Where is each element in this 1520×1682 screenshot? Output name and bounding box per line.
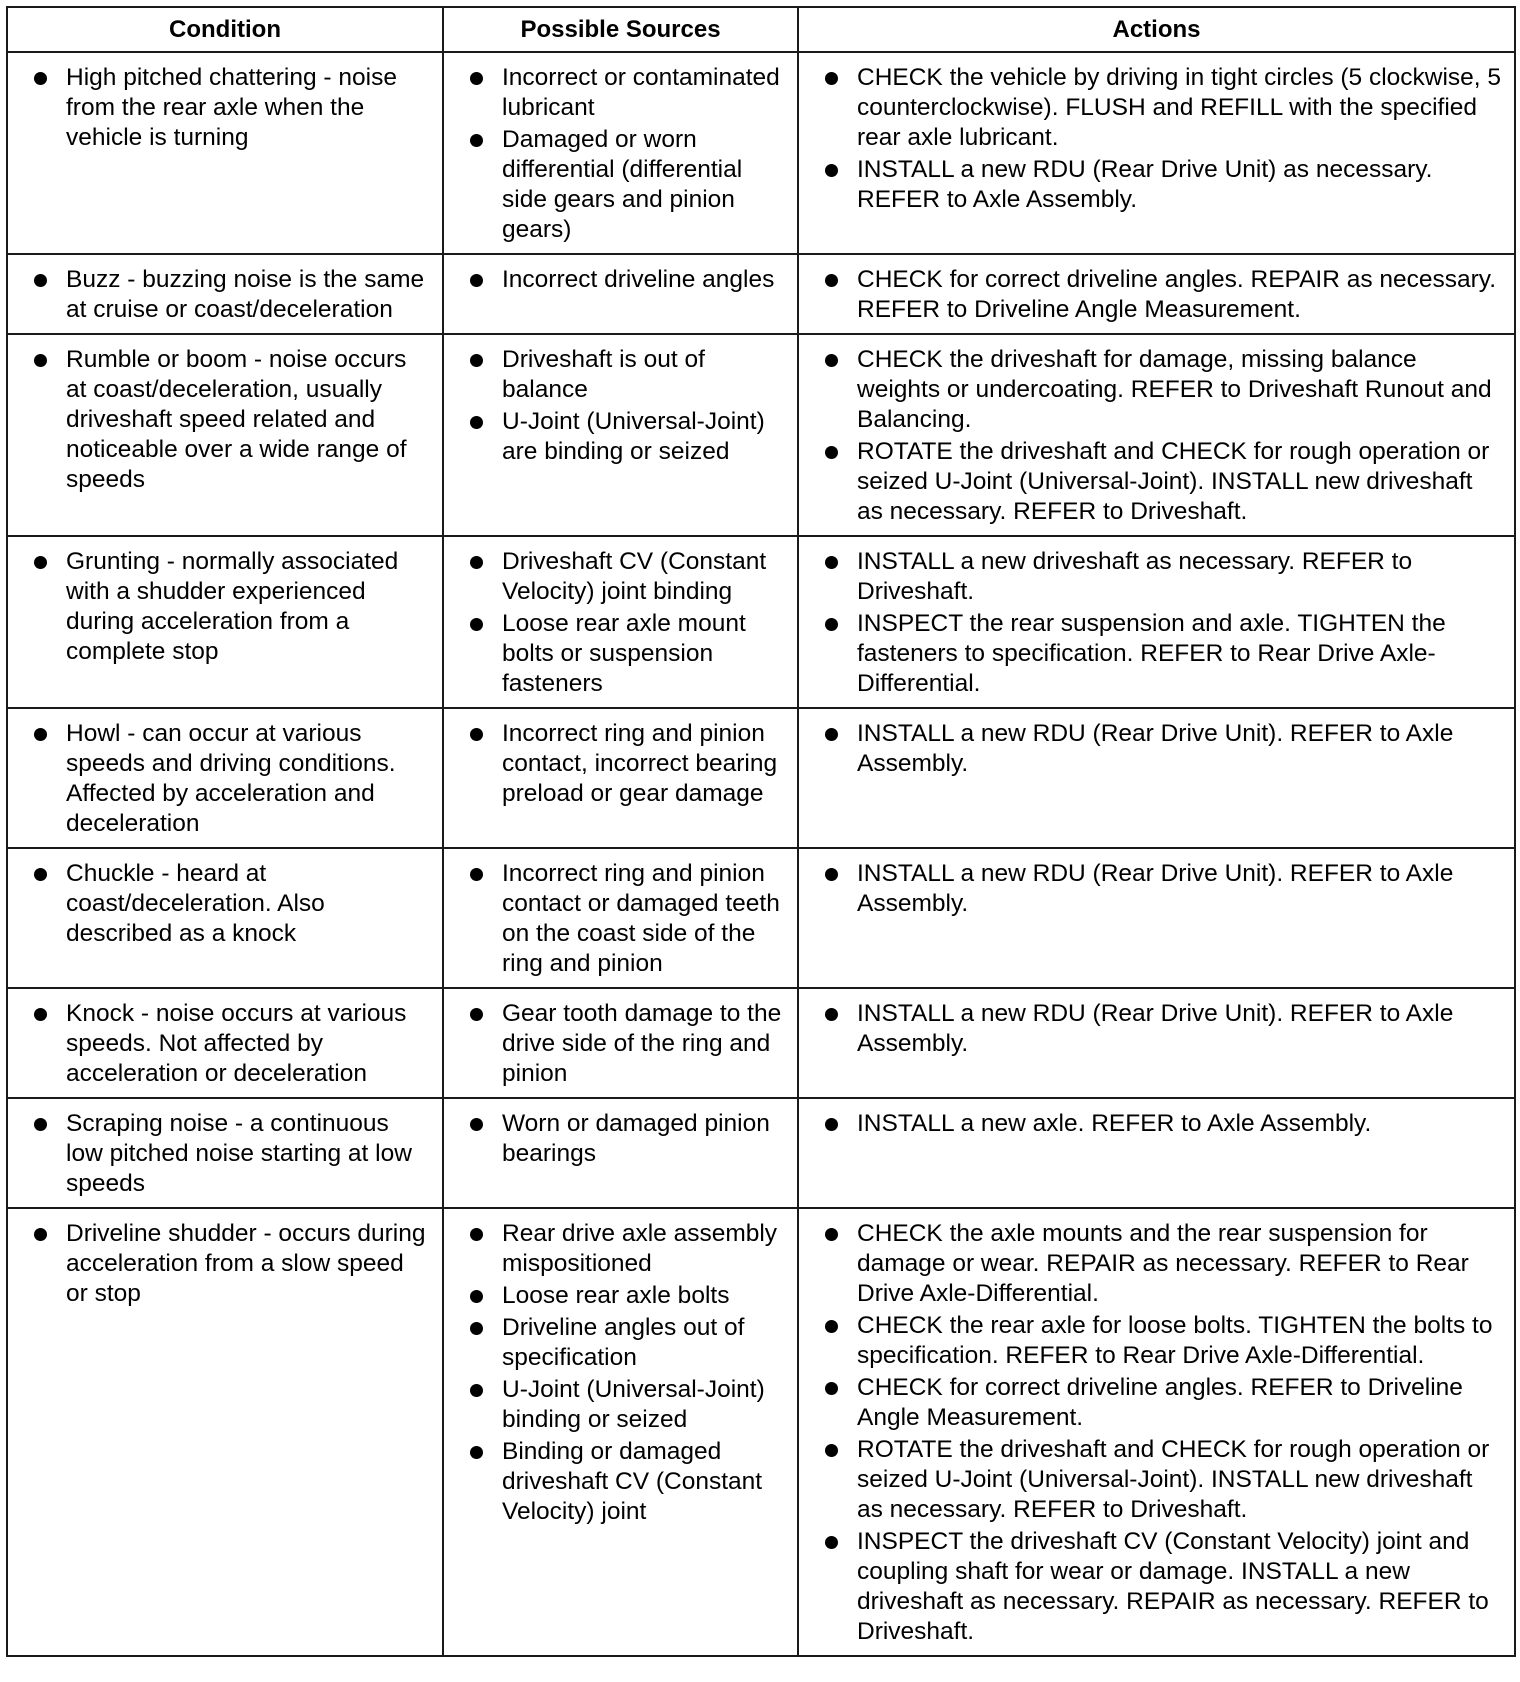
item-text: Driveline angles out of specification [502,1314,745,1371]
bullet-icon [470,274,483,287]
table-row [7,536,1515,708]
table-row [7,334,1515,536]
actions-list [799,1219,1504,1647]
list-item [444,1281,787,1311]
item-text: INSPECT the driveshaft CV (Constant Velocity) joint and coupling shaft for wear or damage. INSTALL a new driveshaft as necessary. REPAIR as necessary. REFER to Driveshaft. [857,1528,1489,1645]
item-text: Loose rear axle bolts [502,1282,730,1309]
condition-list [8,1219,432,1309]
list-item [444,719,787,809]
sources-list [444,63,787,245]
bullet-icon [825,1536,838,1549]
bullet-icon [34,72,47,85]
possible-sources-cell [443,334,798,536]
condition-cell [7,1098,443,1208]
list-item [799,859,1504,919]
bullet-icon [470,1290,483,1303]
condition-cell [7,848,443,988]
bullet-icon [825,728,838,741]
list-item [799,1527,1504,1647]
bullet-icon [825,1228,838,1241]
item-text: INSTALL a new RDU (Rear Drive Unit). REFER to Axle Assembly. [857,720,1454,777]
list-item [444,1375,787,1435]
possible-sources-cell [443,254,798,334]
item-text: Incorrect or contaminated lubricant [502,64,780,121]
item-text: High pitched chattering - noise from the rear axle when the vehicle is turning [66,64,397,151]
item-text: CHECK the vehicle by driving in tight circles (5 clockwise, 5 counterclockwise). FLUSH and REFILL with the specified rear axle lubricant. [857,64,1502,151]
item-text: Driveline shudder - occurs during acceleration from a slow speed or stop [66,1220,426,1307]
item-text: Incorrect driveline angles [502,266,775,293]
list-item [799,1311,1504,1371]
list-item [8,1219,432,1309]
condition-cell [7,988,443,1098]
bullet-icon [34,274,47,287]
table-row [7,848,1515,988]
list-item [8,265,432,325]
list-item [799,345,1504,435]
list-item [799,63,1504,153]
actions-list [799,859,1504,919]
sources-list [444,719,787,809]
sources-list [444,1219,787,1527]
actions-list [799,999,1504,1059]
list-item [444,1313,787,1373]
list-item [8,999,432,1089]
list-item [799,1373,1504,1433]
bullet-icon [34,1228,47,1241]
bullet-icon [470,134,483,147]
item-text: INSTALL a new RDU (Rear Drive Unit). REFER to Axle Assembly. [857,1000,1454,1057]
item-text: Howl - can occur at various speeds and driving conditions. Affected by acceleration and deceleration [66,720,396,837]
item-text: Chuckle - heard at coast/deceleration. Also described as a knock [66,860,325,947]
table-row [7,988,1515,1098]
list-item [444,265,787,295]
list-item [444,345,787,405]
condition-list [8,265,432,325]
item-text: ROTATE the driveshaft and CHECK for rough operation or seized U-Joint (Universal-Joint). INSTALL new driveshaft as necessary. REFER to Driveshaft. [857,438,1490,525]
list-item [799,437,1504,527]
bullet-icon [34,556,47,569]
table-row [7,52,1515,254]
item-text: INSTALL a new axle. REFER to Axle Assembly. [857,1110,1372,1137]
list-item [8,1109,432,1199]
item-text: Incorrect ring and pinion contact or damaged teeth on the coast side of the ring and pinion [502,860,780,977]
list-item [799,1435,1504,1525]
actions-list [799,265,1504,325]
possible-sources-cell [443,1098,798,1208]
bullet-icon [470,868,483,881]
list-item [799,265,1504,325]
actions-list [799,63,1504,215]
list-item [444,407,787,467]
condition-cell [7,334,443,536]
list-item [444,125,787,245]
list-item [444,999,787,1089]
bullet-icon [34,868,47,881]
item-text: Incorrect ring and pinion contact, incorrect bearing preload or gear damage [502,720,778,807]
actions-cell [798,708,1515,848]
condition-cell [7,1208,443,1656]
bullet-icon [470,1384,483,1397]
list-item [444,547,787,607]
condition-list [8,719,432,839]
condition-cell [7,708,443,848]
actions-cell [798,334,1515,536]
sources-list [444,345,787,467]
sources-list [444,859,787,979]
bullet-icon [470,728,483,741]
actions-cell [798,52,1515,254]
bullet-icon [825,1444,838,1457]
item-text: Grunting - normally associated with a shudder experienced during acceleration from a complete stop [66,548,399,665]
actions-cell [798,988,1515,1098]
bullet-icon [470,416,483,429]
possible-sources-cell [443,708,798,848]
condition-list [8,999,432,1089]
actions-cell [798,1098,1515,1208]
actions-cell [798,848,1515,988]
condition-list [8,63,432,153]
list-item [444,1437,787,1527]
bullet-icon [825,72,838,85]
bullet-icon [470,354,483,367]
bullet-icon [470,1446,483,1459]
list-item [799,1109,1504,1139]
item-text: Worn or damaged pinion bearings [502,1110,770,1167]
bullet-icon [34,354,47,367]
item-text: Buzz - buzzing noise is the same at cruise or coast/deceleration [66,266,425,323]
list-item [444,63,787,123]
bullet-icon [470,1322,483,1335]
sources-list [444,1109,787,1169]
bullet-icon [825,164,838,177]
item-text: CHECK the driveshaft for damage, missing balance weights or undercoating. REFER to Driveshaft Runout and Balancing. [857,346,1492,433]
condition-list [8,859,432,949]
bullet-icon [34,1118,47,1131]
bullet-icon [825,1008,838,1021]
table-row [7,254,1515,334]
item-text: CHECK the rear axle for loose bolts. TIGHTEN the bolts to specification. REFER to Rear Drive Axle-Differential. [857,1312,1493,1369]
item-text: CHECK for correct driveline angles. REFER to Driveline Angle Measurement. [857,1374,1463,1431]
list-item [8,547,432,667]
bullet-icon [470,556,483,569]
list-item [8,719,432,839]
table-row [7,1208,1515,1656]
item-text: Scraping noise - a continuous low pitched noise starting at low speeds [66,1110,412,1197]
header-row [7,7,1515,52]
item-text: Damaged or worn differential (differential side gears and pinion gears) [502,126,743,243]
condition-cell [7,536,443,708]
bullet-icon [34,1008,47,1021]
list-item [799,609,1504,699]
actions-list [799,719,1504,779]
item-text: Gear tooth damage to the drive side of the ring and pinion [502,1000,782,1087]
bullet-icon [825,354,838,367]
actions-list [799,547,1504,699]
bullet-icon [470,1118,483,1131]
sources-list [444,547,787,699]
item-text: Rear drive axle assembly mispositioned [502,1220,778,1277]
item-text: CHECK the axle mounts and the rear suspension for damage or wear. REPAIR as necessary. REFER to Rear Drive Axle-Differential. [857,1220,1469,1307]
bullet-icon [470,1228,483,1241]
list-item [444,609,787,699]
condition-cell [7,254,443,334]
bullet-icon [825,868,838,881]
list-item [444,1219,787,1279]
actions-list [799,345,1504,527]
possible-sources-cell [443,988,798,1098]
sources-list [444,999,787,1089]
item-text: Loose rear axle mount bolts or suspension fasteners [502,610,746,697]
bullet-icon [470,1008,483,1021]
condition-list [8,547,432,667]
bullet-icon [470,618,483,631]
bullet-icon [825,556,838,569]
bullet-icon [470,72,483,85]
item-text: U-Joint (Universal-Joint) are binding or seized [502,408,765,465]
actions-cell [798,254,1515,334]
list-item [799,999,1504,1059]
list-item [444,859,787,979]
item-text: Binding or damaged driveshaft CV (Constant Velocity) joint [502,1438,763,1525]
actions-cell [798,1208,1515,1656]
header-actions: Actions [798,7,1515,52]
item-text: Driveshaft CV (Constant Velocity) joint binding [502,548,767,605]
sources-list [444,265,787,295]
header-condition: Condition [7,7,443,52]
bullet-icon [825,446,838,459]
bullet-icon [825,1320,838,1333]
actions-list [799,1109,1504,1139]
list-item [444,1109,787,1169]
possible-sources-cell [443,52,798,254]
possible-sources-cell [443,848,798,988]
condition-cell [7,52,443,254]
item-text: INSTALL a new RDU (Rear Drive Unit). REFER to Axle Assembly. [857,860,1454,917]
bullet-icon [825,1118,838,1131]
table-row [7,708,1515,848]
condition-list [8,345,432,495]
list-item [799,719,1504,779]
diagnosis-table [6,6,1516,1657]
list-item [799,155,1504,215]
item-text: Rumble or boom - noise occurs at coast/deceleration, usually driveshaft speed related and noticeable over a wide range of speeds [66,346,407,493]
bullet-icon [825,274,838,287]
condition-list [8,1109,432,1199]
item-text: ROTATE the driveshaft and CHECK for rough operation or seized U-Joint (Universal-Joint). INSTALL new driveshaft as necessary. REFER to Driveshaft. [857,1436,1490,1523]
item-text: U-Joint (Universal-Joint) binding or seized [502,1376,765,1433]
possible-sources-cell [443,536,798,708]
list-item [799,1219,1504,1309]
item-text: INSPECT the rear suspension and axle. TIGHTEN the fasteners to specification. REFER to Rear Drive Axle-Differential. [857,610,1446,697]
item-text: INSTALL a new driveshaft as necessary. REFER to Driveshaft. [857,548,1413,605]
list-item [8,859,432,949]
item-text: Knock - noise occurs at various speeds. Not affected by acceleration or deceleration [66,1000,407,1087]
table-body [7,52,1515,1656]
bullet-icon [34,728,47,741]
bullet-icon [825,618,838,631]
possible-sources-cell [443,1208,798,1656]
list-item [799,547,1504,607]
item-text: CHECK for correct driveline angles. REPAIR as necessary. REFER to Driveline Angle Measurement. [857,266,1497,323]
list-item [8,345,432,495]
bullet-icon [825,1382,838,1395]
item-text: Driveshaft is out of balance [502,346,705,403]
table-row [7,1098,1515,1208]
item-text: INSTALL a new RDU (Rear Drive Unit) as necessary. REFER to Axle Assembly. [857,156,1433,213]
header-possible-sources: Possible Sources [443,7,798,52]
list-item [8,63,432,153]
actions-cell [798,536,1515,708]
